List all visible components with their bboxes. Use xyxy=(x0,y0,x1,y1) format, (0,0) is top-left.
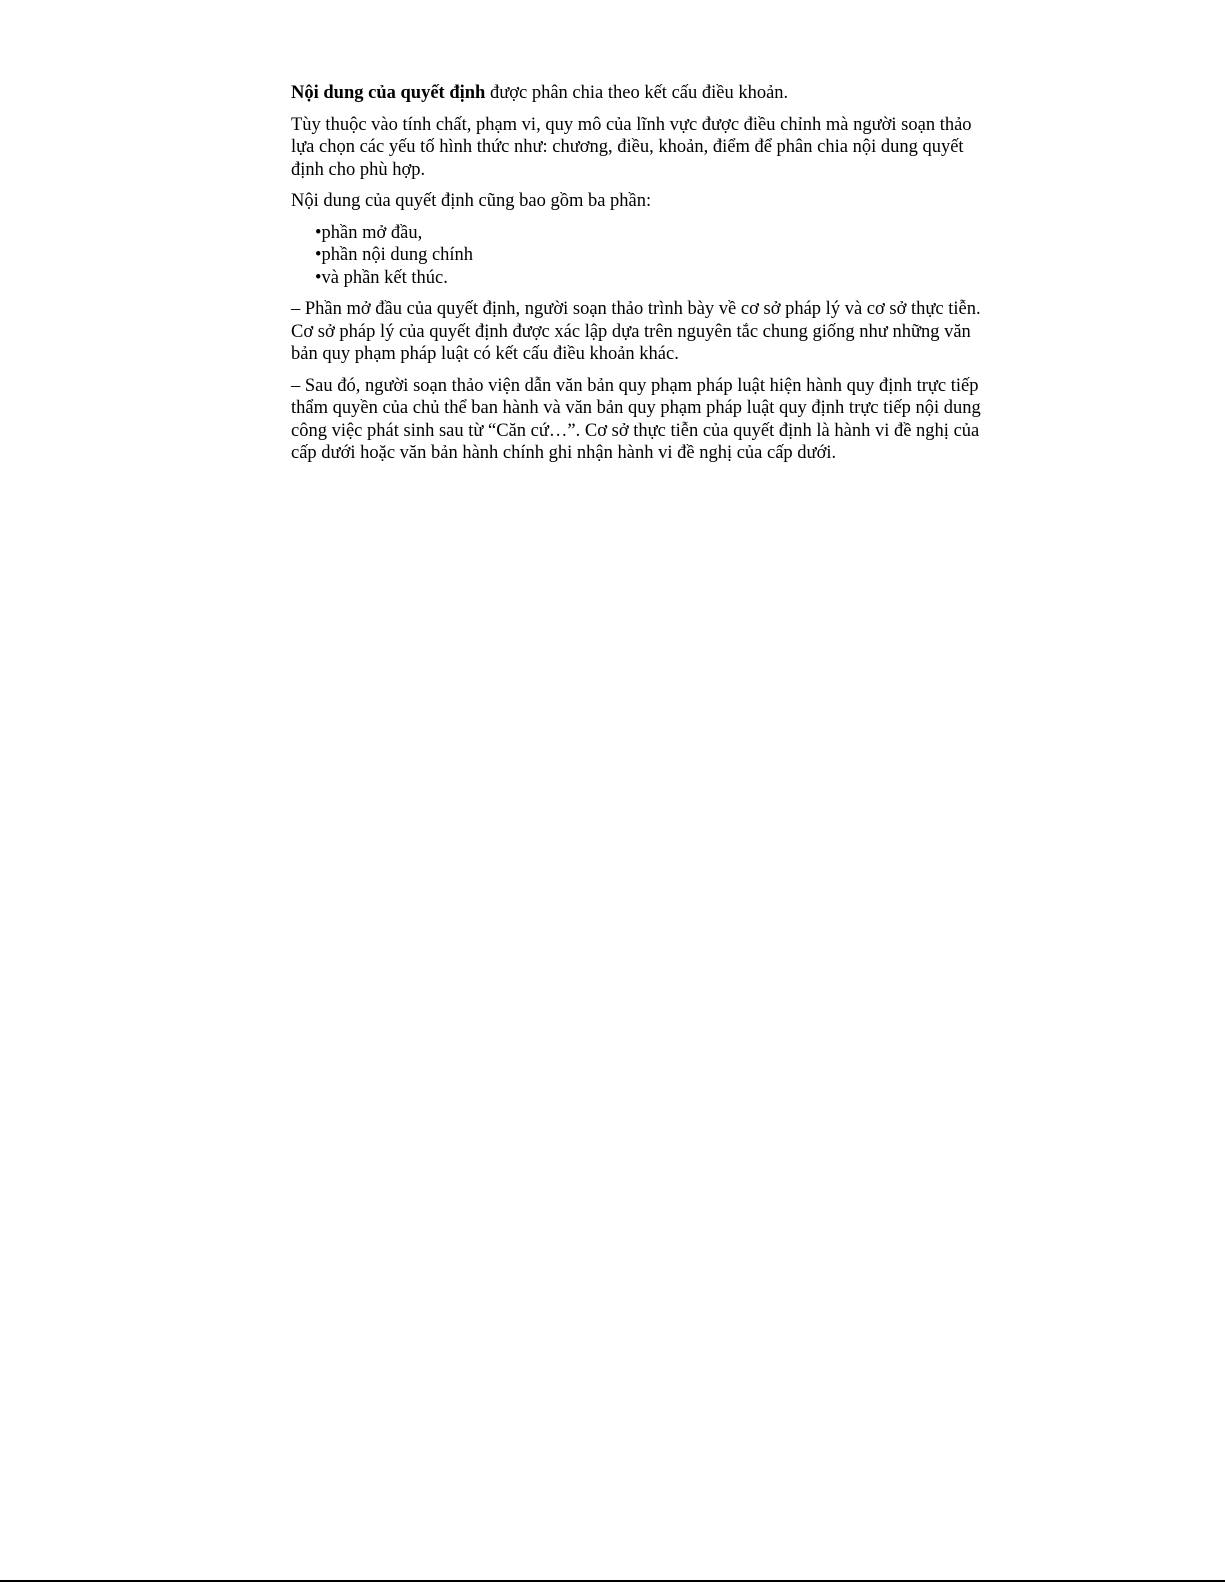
list-item-text: phần nội dung chính xyxy=(321,245,474,265)
list-item xyxy=(315,267,981,290)
list-item xyxy=(315,222,981,245)
intro-rest-text: được phân chia theo kết cấu điều khoản. xyxy=(485,83,789,103)
scope-paragraph: Tùy thuộc vào tính chất, phạm vi, quy mô của lĩnh vực được điều chỉnh mà người soạn thảo lựa chọn các yếu tố hình thức như: chương, điều, khoản, điểm để phân chia nội dung quyết định cho phù hợp. xyxy=(291,114,972,180)
bullet-icon: • xyxy=(315,267,322,288)
opening-section-paragraph: – Phần mở đầu của quyết định, người soạn thảo trình bày về cơ sở pháp lý và cơ sở thực tiễn. Cơ sở pháp lý của quyết định được xác lập dựa trên nguyên tắc chung giống như những văn bản quy phạm pháp luật có kết cấu điều khoản khác. xyxy=(291,299,981,364)
bullet-icon: • xyxy=(315,222,322,243)
sections-list xyxy=(291,222,981,290)
document-body xyxy=(291,82,981,474)
bullet-icon: • xyxy=(315,245,322,265)
structure-paragraph: Nội dung của quyết định cũng bao gồm ba phần: xyxy=(291,191,652,211)
list-item-text: và phần kết thúc. xyxy=(321,267,448,288)
intro-paragraph xyxy=(291,82,981,105)
list-item xyxy=(315,244,981,267)
page-bottom-border xyxy=(0,1580,1225,1582)
citation-paragraph: – Sau đó, người soạn thảo viện dẫn văn bản quy phạm pháp luật hiện hành quy định trực tiếp thẩm quyền của chủ thể ban hành và văn bản quy phạm pháp luật quy định trực tiếp nội dung công việc phát sinh sau từ “Căn cứ…”. Cơ sở thực tiễn của quyết định là hành vi đề nghị của cấp dưới hoặc văn bản hành chính ghi nhận hành vi đề nghị của cấp dưới. xyxy=(291,375,981,463)
list-item-text: phần mở đầu, xyxy=(321,222,423,243)
intro-bold-lead: Nội dung của quyết định xyxy=(291,83,486,103)
